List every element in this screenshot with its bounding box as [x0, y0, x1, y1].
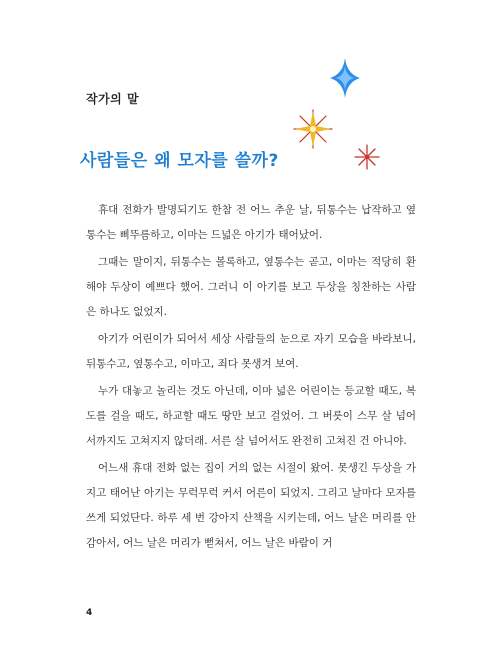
paragraph: 아기가 어린이가 되어서 세상 사람들의 눈으로 자기 모습을 바라보니, 뒤통수고, 옆통수고, 이마고, 죄다 못생겨 보여. — [86, 333, 416, 370]
blue-sparkle-star-icon — [330, 58, 360, 98]
paragraph: 휴대 전화가 발명되기도 한참 전 어느 추운 날, 뒤통수는 납작하고 옆통수는 삐뚜름하고, 이마는 드넓은 아기가 태어났어. — [86, 204, 416, 241]
paragraph: 누가 대놓고 놀리는 것도 아닌데, 이마 넓은 어린이는 등교할 때도, 복도를 걸을 때도, 하교할 때도 땅만 보고 걸었어. 그 버릇이 스무 살 넘어서까지도 고쳐지지 않더래. 서른 살 넘어서도 완전히 고쳐진 건 아니야. — [86, 385, 416, 447]
page-title: 사람들은 왜 모자를 쓸까? — [80, 151, 279, 171]
paragraph: 그때는 말이지, 뒤통수는 볼록하고, 옆통수는 곧고, 이마는 적당히 환해야 두상이 예쁘다 했어. 그러니 이 아기를 보고 두상을 칭찬하는 사람은 하나도 없었지. — [86, 256, 416, 318]
red-sparkle-star-icon — [354, 144, 380, 170]
page-number: 4 — [86, 608, 93, 618]
section-label: 작가의 말 — [86, 92, 140, 106]
paragraph: 어느새 휴대 전화 없는 집이 거의 없는 시절이 왔어. 못생긴 두상을 가지고 태어난 아기는 무럭무럭 커서 어른이 되었지. 그리고 날마다 모자를 쓰게 되었단다. 하루 세 번 강아지 산책을 시키는데, 어느 날은 머리를 안 감아서, 어느 날은 머리가 뻗쳐서, 어느 날은 바람이 거 — [86, 462, 416, 549]
body-text — [86, 198, 416, 558]
gold-sparkle-star-icon — [292, 108, 334, 150]
